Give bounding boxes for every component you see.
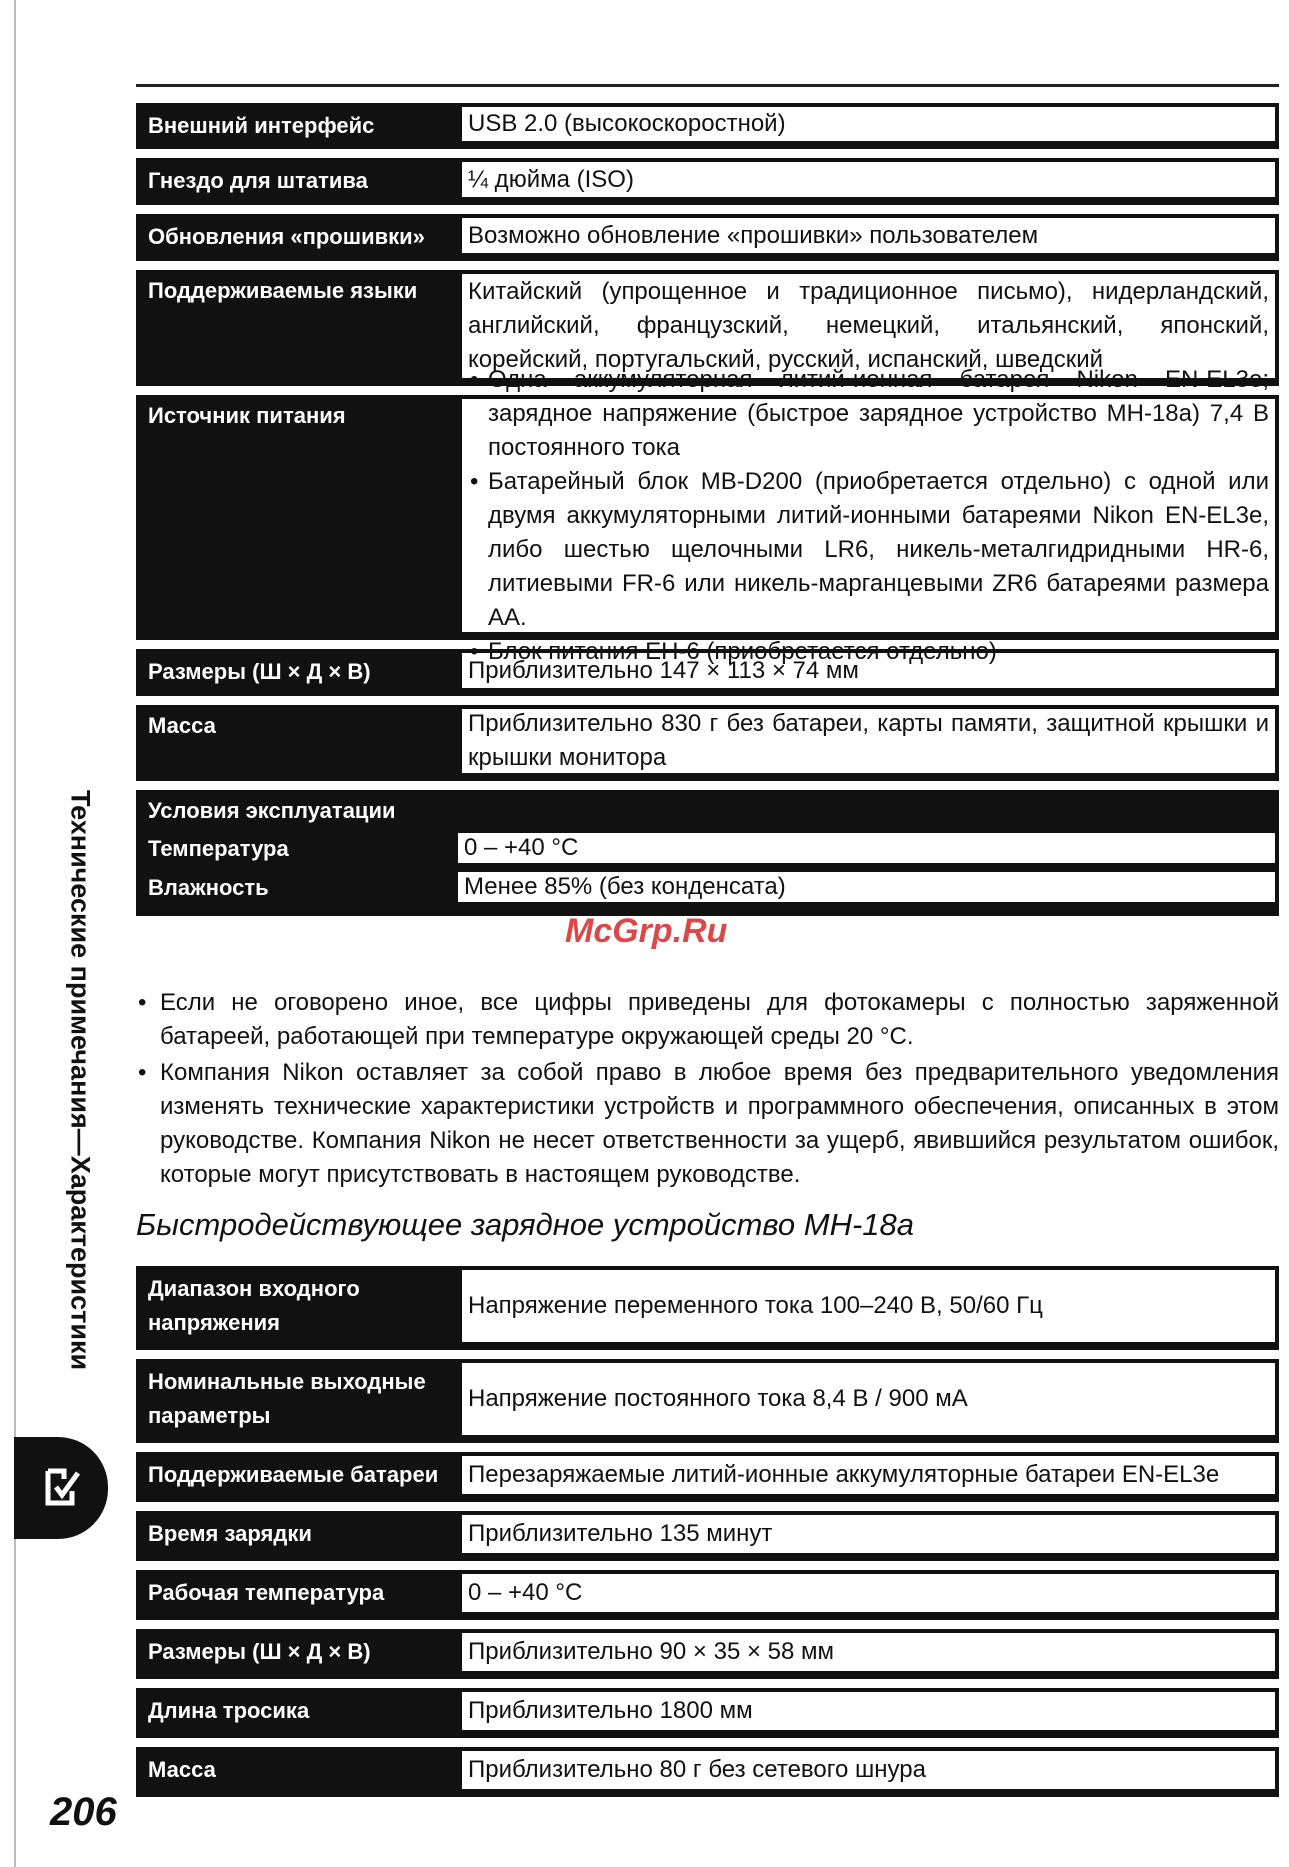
spec-value-cell <box>458 830 1279 869</box>
spec-label: Масса <box>136 705 458 781</box>
spec-value: USB 2.0 (высокоскоростной) <box>462 107 1275 141</box>
charger-row-temperature <box>136 1570 1279 1620</box>
spec-value-cell <box>458 214 1279 261</box>
spec-label: Номинальные выходные параметры <box>136 1359 458 1443</box>
power-list <box>468 363 1269 669</box>
spec-label: Внешний интерфейс <box>136 103 458 149</box>
charger-row-charge-time <box>136 1511 1279 1561</box>
header-rule <box>136 84 1279 87</box>
page-edge-line <box>14 0 16 1867</box>
spec-label: Поддерживаемые батареи <box>136 1452 458 1502</box>
operating-row-temperature <box>136 830 1279 869</box>
power-item: • Батарейный блок MB-D200 (приобретается отдельно) с одной или двумя аккумуляторными литий-ионными батареями Nikon EN-EL3e, либо шестью щелочными LR6, никель-металгидридными HR-6, литиевыми FR-6 или никель-марганцевыми ZR6 батареями размера AA. <box>468 465 1269 635</box>
spec-value-cell <box>458 365 1279 665</box>
side-chapter-title <box>60 760 100 1400</box>
operating-header: Условия эксплуатации <box>148 798 396 823</box>
page-number: 206 <box>50 1790 117 1834</box>
spec-value-cell <box>458 1511 1279 1561</box>
spec-value: Напряжение постоянного тока 8,4 В / 900 мА <box>462 1363 1275 1435</box>
spec-row-firmware <box>136 214 1279 261</box>
section-title-charger: Быстродействующее зарядное устройство MH-18a <box>136 1207 914 1242</box>
watermark: McGrp.Ru <box>565 912 728 950</box>
spec-label: Диапазон входного напряжения <box>136 1266 458 1350</box>
spec-value: Приблизительно 147 × 113 × 74 мм <box>462 653 1275 688</box>
spec-label: Температура <box>148 836 289 861</box>
spec-label: Размеры (Ш × Д × В) <box>136 1629 458 1679</box>
charger-row-weight <box>136 1747 1279 1797</box>
spec-value-cell <box>458 705 1279 781</box>
spec-row-power <box>136 365 1279 665</box>
spec-value: 0 – +40 °C <box>462 1574 1275 1612</box>
charger-row-cable <box>136 1688 1279 1738</box>
spec-value-cell <box>458 1629 1279 1679</box>
spec-value-cell <box>458 1747 1279 1797</box>
spec-row-weight <box>136 705 1279 781</box>
spec-value-cell <box>458 1688 1279 1738</box>
operating-row-humidity <box>136 869 1279 908</box>
spec-label: Масса <box>136 1747 458 1797</box>
charger-spec-table <box>136 1266 1279 1806</box>
camera-spec-table <box>136 103 1279 916</box>
side-chapter-text: Технические примечания—Характеристики <box>65 789 96 1371</box>
spec-label: Рабочая температура <box>136 1570 458 1620</box>
spec-value-cell <box>458 869 1279 908</box>
power-item: • Блок питания EH-6 (приобретается отдельно) <box>468 635 1269 669</box>
spec-row-interface <box>136 103 1279 149</box>
spec-value: Приблизительно 830 г без батареи, карты памяти, защитной крышки и крышки монитора <box>462 709 1275 773</box>
spec-label: Время зарядки <box>136 1511 458 1561</box>
chapter-tab <box>14 1437 108 1539</box>
charger-row-output <box>136 1359 1279 1443</box>
spec-label: Размеры (Ш × Д × В) <box>136 649 458 696</box>
spec-value: 0 – +40 °C <box>458 833 1275 863</box>
spec-value: Напряжение переменного тока 100–240 В, 50/60 Гц <box>462 1270 1275 1342</box>
spec-value: Приблизительно 135 минут <box>462 1515 1275 1553</box>
spec-value-cell <box>458 103 1279 149</box>
spec-label: Поддерживаемые языки <box>136 270 458 386</box>
charger-row-input <box>136 1266 1279 1350</box>
spec-value <box>462 365 1275 665</box>
spec-value: Возможно обновление «прошивки» пользователем <box>462 218 1275 253</box>
footnotes-list <box>136 986 1279 1194</box>
spec-label: Гнездо для штатива <box>136 158 458 205</box>
charger-row-batteries <box>136 1452 1279 1502</box>
spec-value-cell <box>458 1266 1279 1350</box>
charger-row-dimensions <box>136 1629 1279 1679</box>
spec-row-tripod <box>136 158 1279 205</box>
footnote-item: • Компания Nikon оставляет за собой право в любое время без предварительного уведомления изменять технические характеристики устройств и программного обеспечения, описанных в этом руководстве. Компания Nikon не несет ответственности за ущерб, явившийся результатом ошибок, которые могут присутствовать в настоящем руководстве. <box>136 1056 1279 1192</box>
power-item: • Одна аккумуляторная литий-ионная батарея Nikon EN-EL3e; зарядное напряжение (быстрое зарядное устройство MH-18a) 7,4 В постоянного тока <box>468 363 1269 465</box>
spec-label: Длина тросика <box>136 1688 458 1738</box>
spec-value: ¼ дюйма (ISO) <box>462 162 1275 197</box>
spec-value-cell <box>458 1452 1279 1502</box>
spec-label: Обновления «прошивки» <box>136 214 458 261</box>
checkmark-icon <box>42 1465 82 1509</box>
spec-value: Менее 85% (без конденсата) <box>458 872 1275 902</box>
spec-value-cell <box>458 158 1279 205</box>
spec-label: Влажность <box>148 875 269 900</box>
spec-value: Приблизительно 1800 мм <box>462 1692 1275 1730</box>
spec-value-cell <box>458 1359 1279 1443</box>
spec-value: Приблизительно 90 × 35 × 58 мм <box>462 1633 1275 1671</box>
spec-value: Приблизительно 80 г без сетевого шнура <box>462 1751 1275 1789</box>
spec-value: Перезаряжаемые литий-ионные аккумуляторные батареи EN-EL3e <box>462 1456 1275 1494</box>
footnote-item: • Если не оговорено иное, все цифры приведены для фотокамеры с полностью заряженной батареей, работающей при температуре окружающей среды 20 °C. <box>136 986 1279 1054</box>
spec-label: Источник питания <box>136 395 458 640</box>
spec-value: Китайский (упрощенное и традиционное письмо), нидерландский, английский, французский, немецкий, итальянский, японский, корейский, португальский, русский, испанский, шведский <box>462 274 1275 378</box>
spec-value-cell <box>458 1570 1279 1620</box>
operating-conditions-block <box>136 790 1279 916</box>
